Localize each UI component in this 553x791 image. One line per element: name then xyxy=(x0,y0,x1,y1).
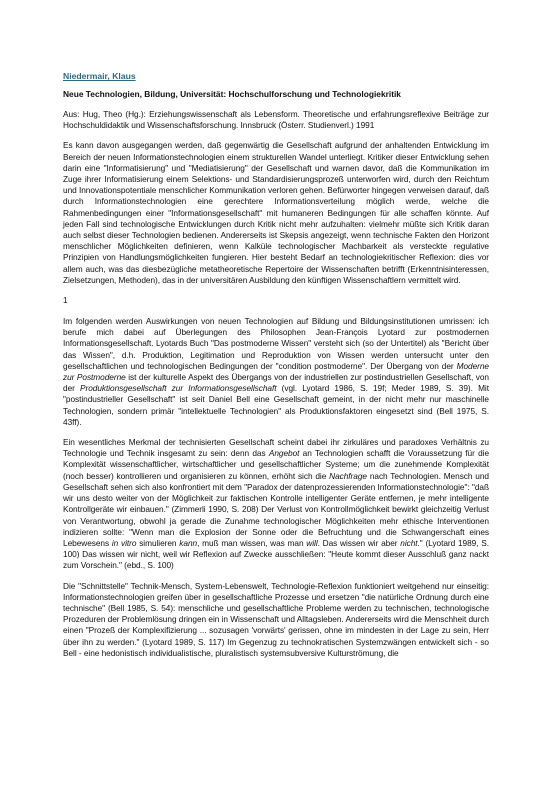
body-paragraph-1: Im folgenden werden Auswirkungen von neuen Technologien auf Bildung und Bildungsinstitutionen umrissen: ich berufe mich dabei auf Überlegungen des Philosophen Jean-François Lyotard zur postmodernen Informationsgesellschaft. Lyotards Buch "Das postmoderne Wissen" versteht sich (so der Untertitel) als "Bericht über das Wissen", d.h. Produktion, Legitimation und Reproduktion von Wissen werden untersucht unter den gesellschaftlichen und technologischen Bedingungen der "condition postmoderne". Der Übergang von der Moderne zur Postmoderne ist der kulturelle Aspekt des Übergangs von der industriellen zur postindustriellen Gesellschaft, von der Produktionsgesellschaft zur Informationsgesellschaft (vgl. Lyotard 1986, S. 19f; Meder 1989, S. 39). Mit "postindustrieller Gesellschaft" ist seit Daniel Bell eine Gesellschaft gemeint, in der nicht mehr nur maschinelle Technologien, sondern primär "intellektuelle Technologien" als Produktionsfaktoren eingesetzt sind (Bell 1975, S. 43ff). xyxy=(63,316,489,427)
author-link[interactable]: Niedermair, Klaus xyxy=(63,71,136,81)
document-page xyxy=(63,66,489,668)
source-citation: Aus: Hug, Theo (Hg.): Erziehungswissenschaft als Lebensform. Theoretische und erfahrungsreflexive Beiträge zur Hochschuldidaktik und Wissenschaftsforschung. Innsbruck (Österr. Studienverl.) 1991 xyxy=(63,109,489,131)
body-paragraph-2: Ein wesentliches Merkmal der technisierten Gesellschaft scheint dabei ihr zirkuläres und paradoxes Verhältnis zu Technologie und Technik insgesamt zu sein: denn das Angebot an Technologien schafft die Voraussetzung für die Komplexität wissenschaftlicher, wirtschaftlicher und gesellschaftlicher Systeme; um die zunehmende Komplexität (noch besser) kontrollieren und organisieren zu können, erhöht sich die Nachfrage nach Technologien. Mensch und Gesellschaft sehen sich also konfrontiert mit dem "Paradox der datenprozessierenden Informationstechnologie": "daß wir uns desto weiter von der Möglichkeit zur faktischen Kontrolle intelligenter Geräte entfernen, je mehr intelligente Kontrollgeräte wir einbauen." (Zimmerli 1990, S. 208) Der Verlust von Kontrollmöglichkeit bewirkt gleichzeitig Verlust von Verantwortung, obwohl ja gerade die Zunahme technologischer Möglichkeiten mehr ethische Interventionen indizieren sollte: "Wenn man die Explosion der Sonne oder die Befruchtung und die Schwangerschaft eines Lebewesens in vitro simulieren kann, muß man wissen, was man will. Das wissen wir aber nicht." (Lyotard 1989, S. 100) Das wissen wir nicht, weil wir Reflexion auf Zwecke ausschließen: "Heute kommt dieser Ausschluß ganz nackt zum Vorschein." (ebd., S. 100) xyxy=(63,437,490,571)
document-title: Neue Technologien, Bildung, Universität: Hochschulforschung und Technologiekritik xyxy=(63,89,401,99)
body-paragraph-3: Die "Schnittstelle" Technik-Mensch, System-Lebenswelt, Technologie-Reflexion funktioniert weitgehend nur einseitig: Informationstechnologien greifen über in gesellschaftliche Prozesse und ersetzen "die natürliche Ordnung durch eine technische" (Bell 1985, S. 54): menschliche und gesellschaftliche Probleme werden zu technischen, technologische Prozeduren der Problemlösung dringen ein in Wissenschaft und Alltagsleben. Andererseits wird die Menschheit durch einen "Prozeß der Komplexifizierung ... sozusagen 'vorwärts' gerissen, ohne im mindesten in der Lage zu sein, Herr über ihn zu werden." (Lyotard 1989, S. 117) Im Gegenzug zu technokratischen Systemzwängen entwickelt sich - so Bell - eine hedonistisch individualistische, pluralistisch systemsubversive Kulturströmung, die xyxy=(63,580,489,658)
section-number: 1 xyxy=(63,295,68,306)
abstract-paragraph: Es kann davon ausgegangen werden, daß gegenwärtig die Gesellschaft aufgrund der anhaltenden Entwicklung im Bereich der neuen Informationstechnologien einem strukturellen Wandel unterliegt. Kritiker dieser Entwicklung sehen darin eine "Informatisierung" und "Mediatisierung" der Gesellschaft und warnen davor, daß die Kommunikation im Zuge ihrer Informatisierung einem Selektions- und Standardisierungsprozeß unterworfen wird, durch den Reichtum und Innovationspotentiale menschlicher Kommunikation verloren gehen. Befürworter hingegen verweisen darauf, daß durch Informationstechnologien eine gerechtere Informationsverteilung möglich werde, welche die Rahmenbedingungen einer "Informationsgesellschaft" mit humaneren Bedingungen für alle schaffen könnte. Auf jeden Fall sind technologische Entwicklungen durch Kritik nicht mehr aufzuhalten: vielmehr müßte sich Kritik daran auch selbst dieser Technologien bedienen. Andererseits ist Skepsis angezeigt, wenn technische Fakten den Horizont menschlicher Möglichkeiten definieren, wenn Kalküle technologischer Machbarkeit als versteckte regulative Prinzipien von Handlungsmöglichkeiten fungieren. Hier besteht Bedarf an technologiekritischer Reflexion: dies vor allem auch, was das diesbezügliche metatheoretische Repertoire der Wissenschaften betrifft (Erkenntnisinteressen, Zielsetzungen, Methoden), das in der universitären Ausbildung den künftigen Wissenschaftlern vermittelt wird. xyxy=(63,140,489,285)
